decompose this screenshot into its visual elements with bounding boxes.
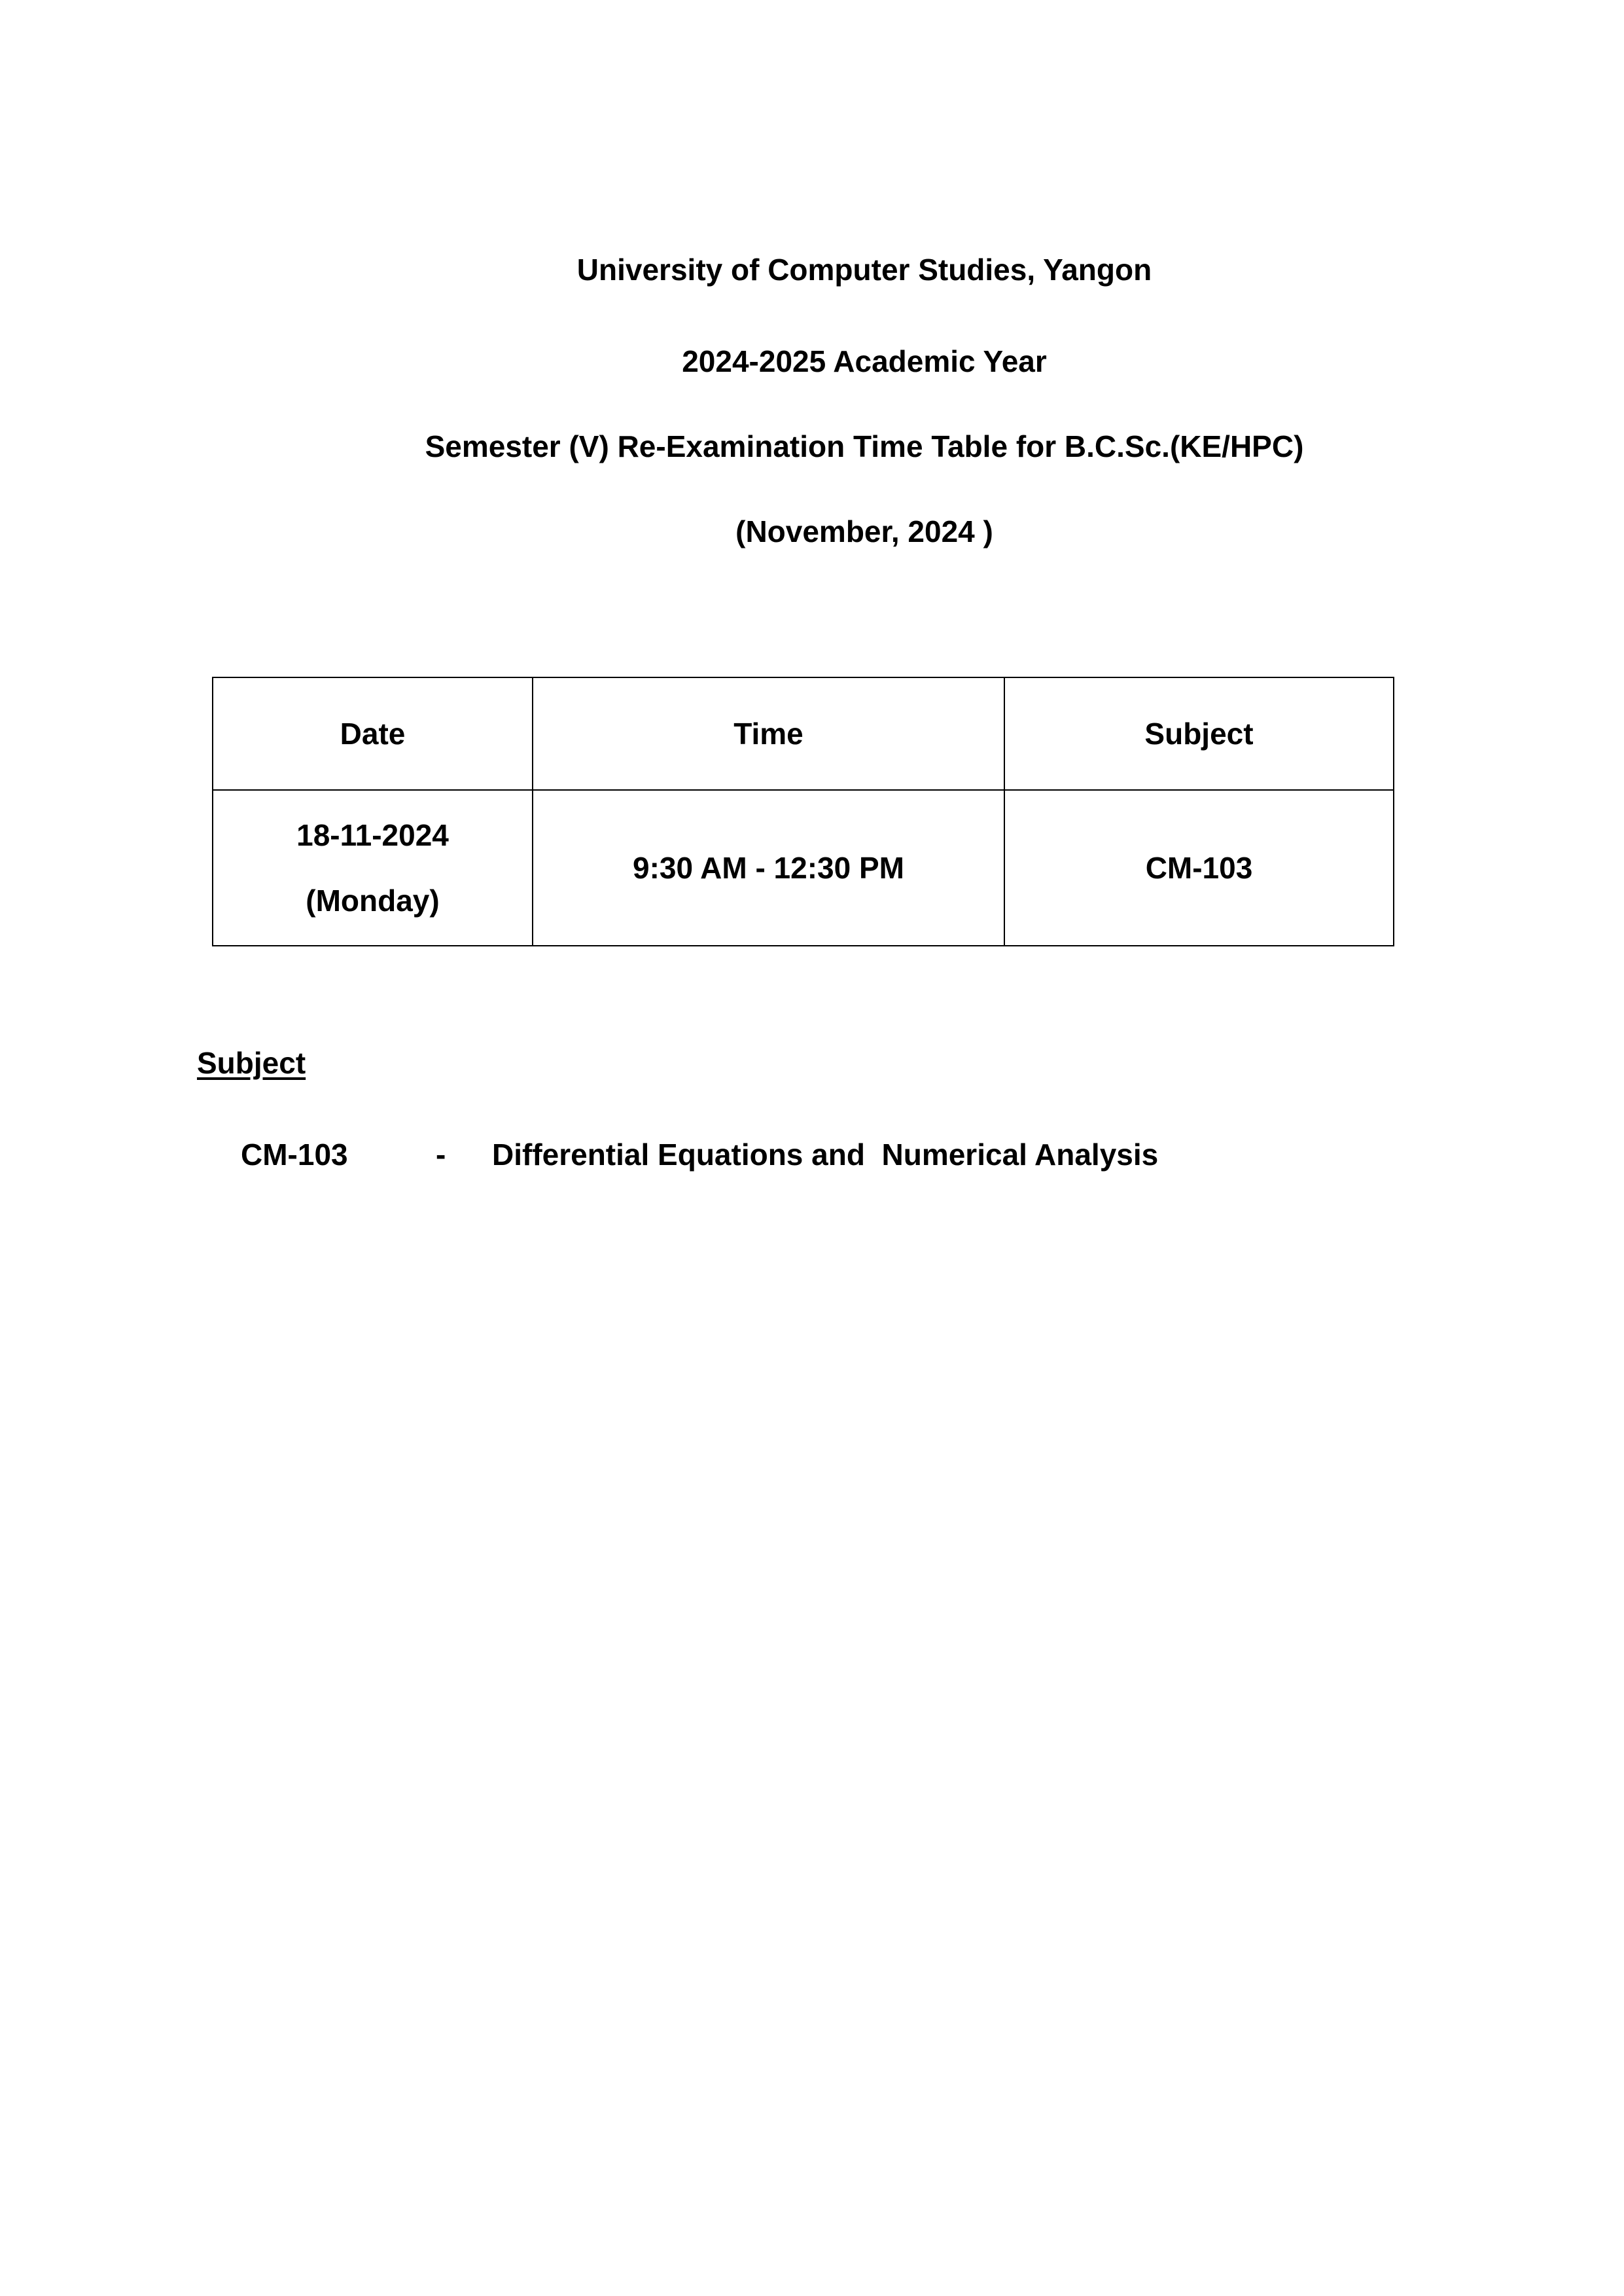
- university-name: University of Computer Studies, Yangon: [576, 253, 1152, 287]
- table-header-row: [213, 677, 1394, 790]
- legend-separator: -: [436, 1138, 446, 1172]
- exam-month: (November, 2024 ): [735, 514, 993, 548]
- table-row: [213, 790, 1394, 946]
- academic-year: 2024-2025 Academic Year: [682, 344, 1047, 378]
- exam-timetable: [212, 677, 1394, 946]
- exam-subject-code: CM-103: [1004, 790, 1394, 946]
- exam-date-cell: [213, 790, 533, 946]
- legend-subject-name: Differential Equations and Numerical Analysis: [492, 1138, 1159, 1172]
- legend-subject-code: CM-103: [241, 1138, 348, 1172]
- column-header-time: Time: [533, 677, 1004, 790]
- exam-day: (Monday): [306, 884, 440, 918]
- column-header-date: Date: [213, 677, 533, 790]
- exam-date: 18-11-2024: [296, 818, 449, 852]
- exam-time: 9:30 AM - 12:30 PM: [533, 790, 1004, 946]
- timetable-title: Semester (V) Re-Examination Time Table for B.C.Sc.(KE/HPC): [425, 429, 1304, 463]
- column-header-subject: Subject: [1004, 677, 1394, 790]
- subject-legend-title: Subject: [197, 1046, 306, 1080]
